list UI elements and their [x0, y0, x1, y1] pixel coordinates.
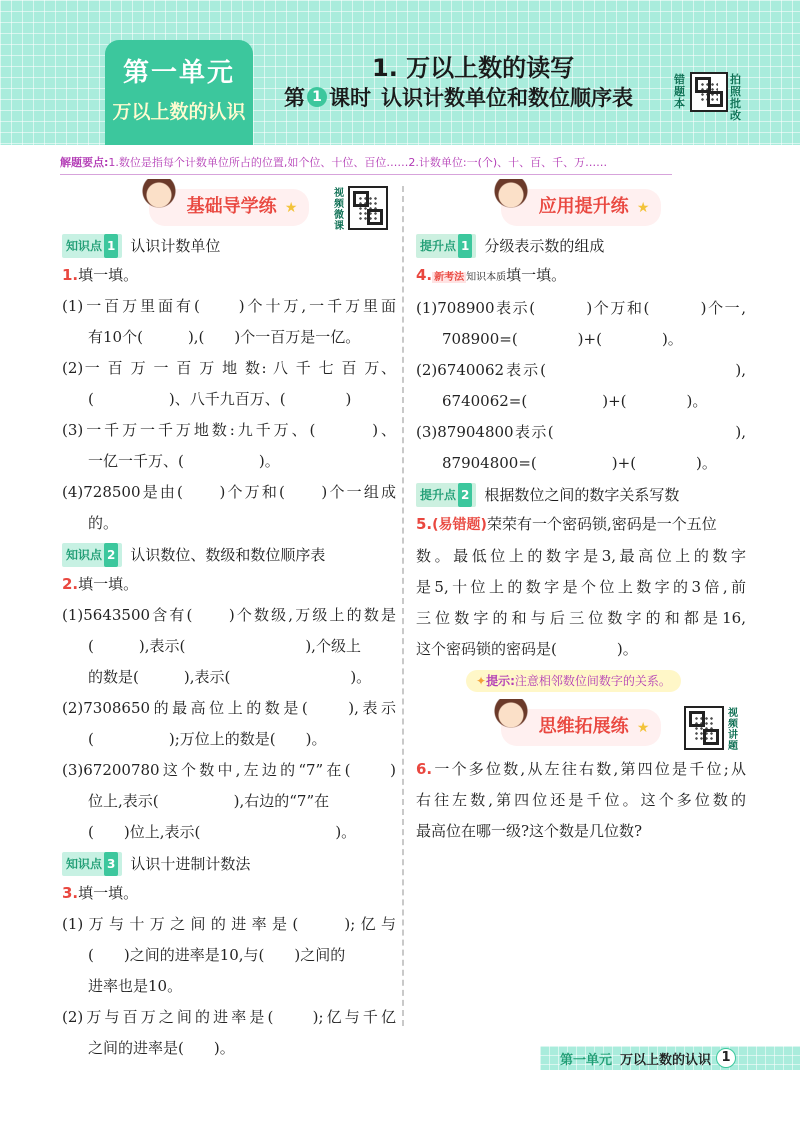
q1-line: 有10个( ),( )个一百万是一亿。: [88, 328, 361, 346]
question-number: 5.: [416, 515, 433, 533]
new-method-tag: 新考法: [434, 272, 465, 283]
star-icon: ★: [284, 199, 298, 216]
tips-label: 解题要点:: [60, 156, 109, 169]
right-column: [416, 184, 746, 847]
q3-line: 进率也是10。: [88, 977, 183, 995]
qr-right-label: 拍照批改: [730, 73, 741, 122]
q1-line: (3)一千万一千万地数:九千万、( )、: [62, 421, 396, 439]
q6-line: 右往左数,第四位还是千位。这个多位数的: [416, 791, 746, 809]
page-number: 1: [716, 1048, 736, 1068]
banner-title: 应用提升练: [538, 195, 629, 217]
q1-line: (4)728500是由( )个万和( )个一组成: [62, 483, 396, 501]
kp-tag: 提升点 2: [416, 483, 476, 507]
q4-line: 6740062=( )+( )。: [442, 392, 708, 410]
qr-code-icon[interactable]: [690, 72, 728, 112]
question-stem: 填一填。: [78, 266, 139, 284]
knowledge-point-1: [62, 234, 396, 258]
lesson-prefix: 第: [284, 86, 305, 110]
hint-text: 注意相邻数位间数字的关系。: [514, 674, 671, 688]
question-6: [416, 754, 746, 785]
q2-line: (1)5643500含有( )个数级,万级上的数是: [62, 606, 396, 624]
q5-line: 荣荣有一个密码锁,密码是一个五位: [486, 515, 717, 533]
kp-title: 认识计数单位: [130, 237, 221, 255]
question-number: 1.: [62, 266, 79, 284]
qr-code-icon[interactable]: [348, 186, 388, 230]
star-icon: ★: [636, 719, 650, 736]
q4-line: (3)87904800表示( ),: [416, 423, 746, 441]
kp-tag: 知识点 2: [62, 543, 122, 567]
question-number: 3.: [62, 884, 79, 902]
q1-line: (1)一百万里面有( )个十万,一千万里面: [62, 297, 396, 315]
q3-line: (1)万与十万之间的进率是( );亿与: [62, 915, 396, 933]
left-column: [62, 184, 396, 1064]
kp-tag: 知识点 3: [62, 852, 122, 876]
unit-badge: [105, 40, 253, 145]
q3-line: 之间的进率是( )。: [88, 1039, 235, 1057]
qr-code-icon[interactable]: [684, 706, 724, 750]
kp-title: 认识数位、数级和数位顺序表: [130, 546, 326, 564]
kp-title: 分级表示数的组成: [484, 237, 605, 255]
star-icon: ★: [636, 199, 650, 216]
q6-line: 一个多位数,从左往右数,第四位是千位;从: [432, 760, 746, 778]
knowledge-point-3: [62, 852, 396, 876]
footer-unit: 第一单元: [560, 1053, 613, 1068]
q1-line: 的。: [88, 514, 119, 532]
question-number: 2.: [62, 575, 79, 593]
question-5: [416, 509, 746, 541]
q4-line: 708900=( )+( )。: [442, 330, 683, 348]
basic-practice-banner: [62, 184, 396, 230]
lesson-name: 认识计数单位和数位顺序表: [381, 86, 633, 110]
lesson-suffix: 课时: [329, 86, 371, 110]
improvement-point-1: [416, 234, 746, 258]
question-stem: 填一填。: [78, 884, 139, 902]
applied-practice-banner: [416, 184, 746, 230]
kp-title: 根据数位之间的数字关系写数: [484, 486, 680, 504]
banner-pill: [501, 709, 662, 746]
unit-topic: 万以上数的认识: [112, 101, 246, 123]
question-stem: 填一填。: [78, 575, 139, 593]
lesson-title: [284, 82, 633, 112]
footer-text: [560, 1049, 711, 1068]
q1-line: ( )、八千九百万、( ): [88, 390, 352, 408]
banner-pill: [149, 189, 310, 226]
question-1: [62, 260, 396, 291]
question-3: [62, 878, 396, 909]
banner-pill: [501, 189, 662, 226]
question-number: 6.: [416, 760, 433, 778]
q3-line: ( )之间的进率是10,与( )之间的: [88, 946, 346, 964]
q2-line: 的数是( ),表示( )。: [88, 668, 372, 686]
tips-line: [60, 154, 672, 175]
qr-video-label: 视频讲题: [728, 708, 738, 752]
q5-line: 三位数字的和与后三位数字的和都是16,: [416, 609, 746, 627]
q5-line: 是5,十位上的数字是个位上数字的3倍,前: [416, 578, 746, 596]
cartoon-girl-icon: [493, 699, 529, 739]
thinking-banner: [416, 704, 746, 750]
q2-line: (2)7308650的最高位上的数是( ),表示: [62, 699, 396, 717]
qr-video-label: 视频微课: [334, 188, 344, 232]
cartoon-girl-icon: [493, 179, 529, 219]
q2-line: ( );万位上的数是( )。: [88, 730, 327, 748]
lightbulb-icon: ✦: [476, 674, 487, 688]
q4-line: (1)708900表示( )个万和( )个一,: [416, 299, 746, 317]
q2-line: ( )位上,表示( )。: [88, 823, 357, 841]
kp-title: 认识十进制计数法: [130, 855, 251, 873]
lesson-number: 1: [307, 87, 327, 107]
question-stem: 填一填。: [506, 266, 567, 284]
unit-label: 第一单元: [122, 58, 235, 88]
page-footer: [0, 1040, 800, 1080]
section-title: 1. 万以上数的读写: [372, 54, 575, 82]
banner-title: 基础导学练: [186, 195, 277, 217]
cartoon-girl-icon: [141, 179, 177, 219]
q1-line: 一亿一千万、( )。: [88, 452, 280, 470]
hint-label: 提示:: [486, 674, 515, 688]
kp-tag: 提升点 1: [416, 234, 476, 258]
q2-line: (3)67200780这个数中,左边的“7”在( ): [62, 761, 396, 779]
tips-text: 1.数位是指每个计数单位所占的位置,如个位、十位、百位……2.计数单位:一(个)、十、百、千、万……: [108, 156, 608, 169]
column-divider: [402, 186, 404, 1026]
q5-line: 数。最低位上的数字是3,最高位上的数字: [416, 547, 746, 565]
question-number: 4.: [416, 266, 433, 284]
question-2: [62, 569, 396, 600]
q5-line: 这个密码锁的密码是( )。: [416, 640, 638, 658]
knowledge-point-2: [62, 543, 396, 567]
kp-tag: 知识点 1: [62, 234, 122, 258]
qr-left-label: 错题本: [674, 73, 685, 110]
page-header: [0, 0, 800, 145]
knowledge-essence-tag: 知识本质: [466, 272, 507, 283]
question-4: [416, 260, 746, 293]
improvement-point-2: [416, 483, 746, 507]
q4-line: (2)6740062表示( ),: [416, 361, 746, 379]
q2-line: ( ),表示( ),个级上: [88, 637, 361, 655]
error-prone-tag: (易错题): [432, 517, 487, 533]
q1-line: (2)一 百 万 一 百 万 地 数: 八 千 七 百 万、: [62, 359, 396, 377]
q2-line: 位上,表示( ),右边的“7”在: [88, 792, 330, 810]
hint-box: [466, 670, 681, 692]
footer-topic: 万以上数的认识: [620, 1053, 712, 1068]
banner-title: 思维拓展练: [538, 715, 629, 737]
q4-line: 87904800=( )+( )。: [442, 454, 717, 472]
q3-line: (2)万与百万之间的进率是( );亿与千亿: [62, 1008, 396, 1026]
q6-line: 最高位在哪一级?这个数是几位数?: [416, 822, 643, 840]
